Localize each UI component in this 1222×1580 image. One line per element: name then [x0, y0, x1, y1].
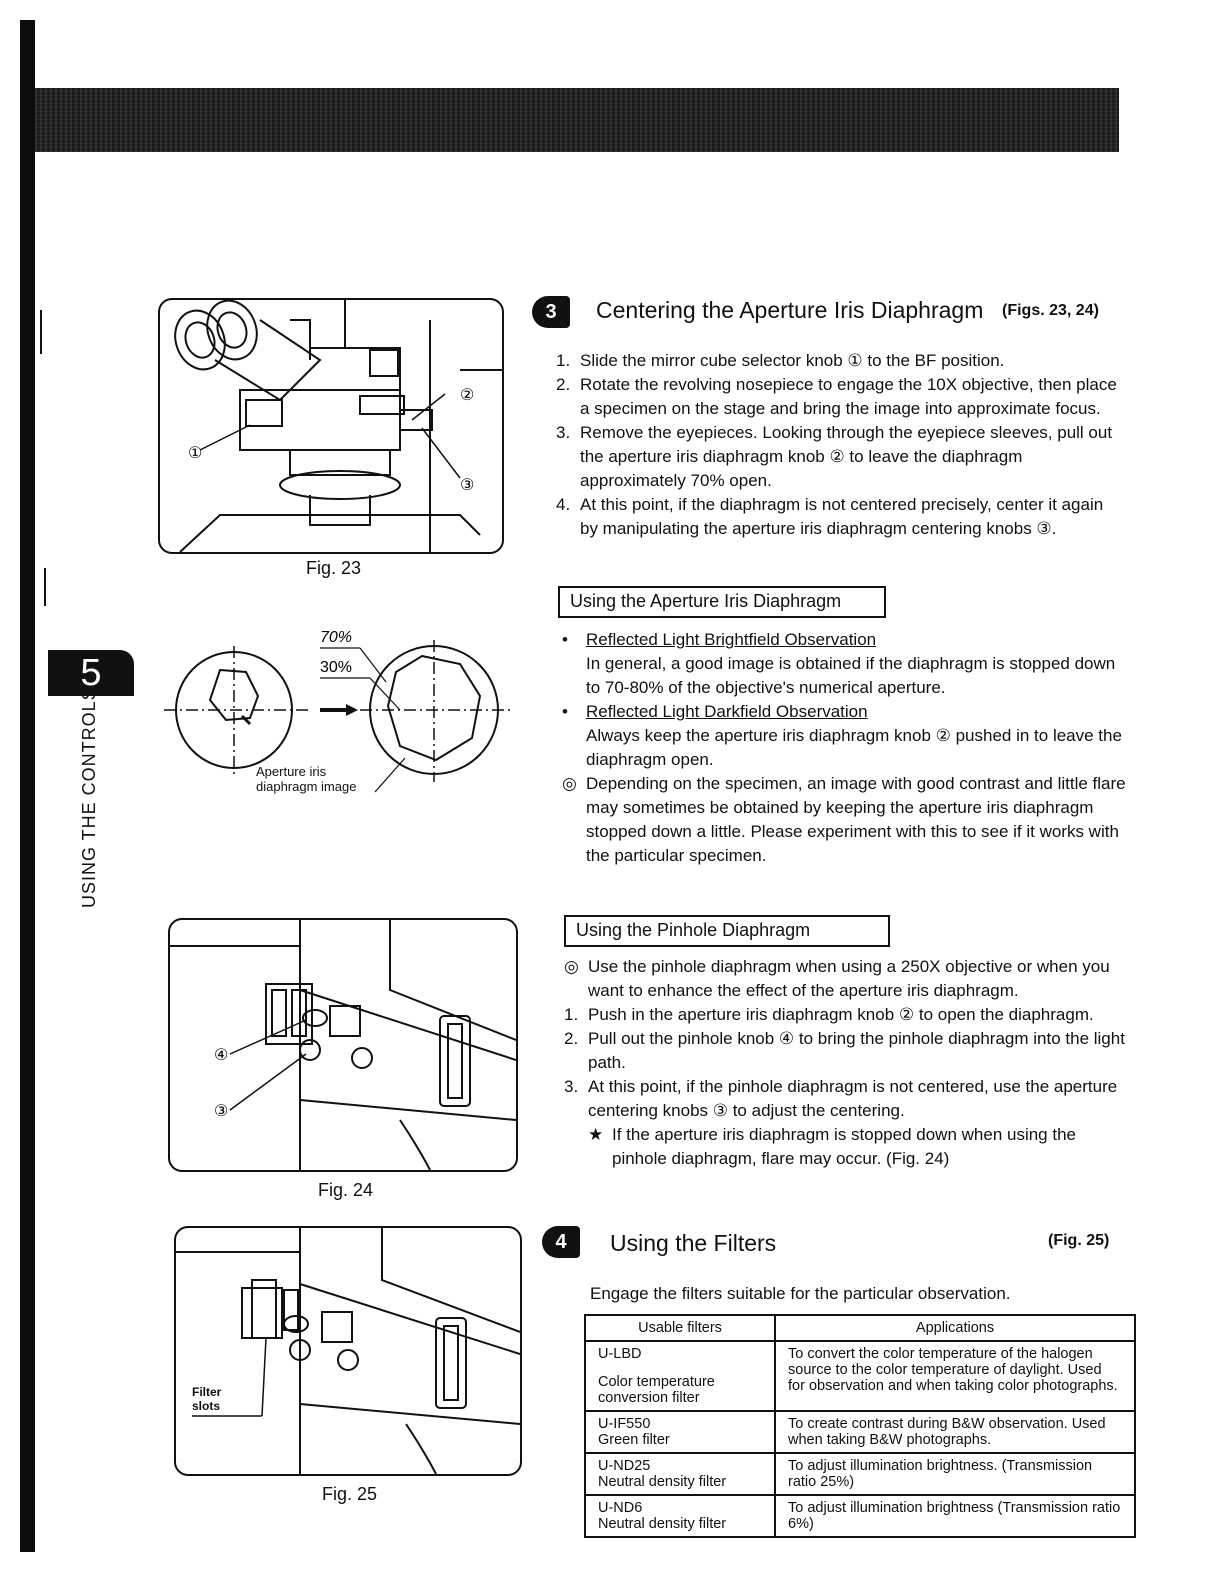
section-3-steps: [556, 349, 1122, 541]
callout-1: ①: [188, 445, 203, 462]
chapter-title: USING THE CONTROLS: [79, 687, 99, 908]
list-item: 3. At this point, if the pinhole diaphragm is not centered, use the aperture centering knobs ③ to adjust the centering.: [564, 1077, 1118, 1120]
figure-23: [158, 298, 504, 554]
header-band: [35, 88, 1119, 152]
section-4-ref: (Fig. 25): [1048, 1232, 1110, 1249]
column-header: Applications: [775, 1315, 1135, 1341]
filter-slots-illustration: [176, 1228, 520, 1474]
warning: ★ If the aperture iris diaphragm is stopped down when using the pinhole diaphragm, flare may occur. (Fig. 24): [588, 1125, 1076, 1168]
aperture-image-label: Aperture iris diaphragm image: [256, 764, 357, 794]
table-row: U-IF550 Green filter To create contrast during B&W observation. Used when taking B&W photographs.: [585, 1411, 1135, 1453]
label-70-percent: 70%: [320, 629, 353, 646]
section-3-ref: (Figs. 23, 24): [1002, 302, 1099, 319]
aperture-box-body: [562, 628, 1128, 868]
section-4-title: Using the Filters: [610, 1230, 777, 1256]
pinhole-box-body: [564, 955, 1130, 1171]
note: ◎ Depending on the specimen, an image with good contrast and little flare may sometimes be obtained by keeping the aperture iris diaphragm stopped down a little. Please experiment with this to see if it works with the particular specimen.: [562, 774, 1126, 865]
table-row: U-LBD Color temperature conversion filter To convert the color temperature of the halogen source to the color temperature of daylight. Used for observation and when taking color photographs.: [585, 1341, 1135, 1411]
chapter-number-tab: 5: [48, 650, 134, 696]
callout-4: ④: [214, 1047, 229, 1064]
margin-rule: [40, 310, 42, 354]
section-4-intro: Engage the filters suitable for the particular observation.: [590, 1284, 1011, 1303]
section-3-number: 3: [532, 296, 570, 328]
pinhole-knob-illustration: [170, 920, 516, 1170]
section-4-number: 4: [542, 1226, 580, 1258]
list-item: 2. Rotate the revolving nosepiece to engage the 10X objective, then place a specimen on the stage and bring the image into approximate focus.: [556, 375, 1117, 418]
list-item: • Reflected Light Darkfield Observation Always keep the aperture iris diaphragm knob ② pushed in to leave the diaphragm open.: [562, 702, 1122, 769]
figure-25-caption: Fig. 25: [322, 1484, 378, 1504]
list-item: 4. At this point, if the diaphragm is not centered precisely, center it again by manipulating the aperture iris diaphragm centering knobs ③.: [556, 495, 1104, 538]
list-item: 3. Remove the eyepieces. Looking through the eyepiece sleeves, pull out the aperture iris diaphragm knob ② to leave the diaphragm approximately 70% open.: [556, 423, 1113, 490]
column-header: Usable filters: [585, 1315, 775, 1341]
table-row: U-ND6 Neutral density filter To adjust illumination brightness (Transmission ratio 6%): [585, 1495, 1135, 1537]
figure-24-caption: Fig. 24: [318, 1180, 374, 1200]
pinhole-box-title: Using the Pinhole Diaphragm: [564, 915, 890, 947]
list-item: • Reflected Light Brightfield Observation In general, a good image is obtained if the diaphragm is stopped down to 70-80% of the objective's numerical aperture.: [562, 630, 1116, 697]
filters-table: [584, 1314, 1136, 1538]
note: ◎ Use the pinhole diaphragm when using a 250X objective or when you want to enhance the effect of the aperture iris diaphragm.: [564, 957, 1110, 1000]
callout-2: ②: [460, 387, 475, 404]
list-item: 2. Pull out the pinhole knob ④ to bring the pinhole diaphragm into the light path.: [564, 1029, 1125, 1072]
left-edge-bar: [20, 20, 35, 1552]
callout-3: ③: [214, 1103, 229, 1120]
figure-24: [168, 918, 518, 1172]
figure-23-caption: Fig. 23: [306, 558, 362, 578]
aperture-box-title: Using the Aperture Iris Diaphragm: [558, 586, 886, 618]
figure-25: [174, 1226, 522, 1476]
list-item: 1. Push in the aperture iris diaphragm knob ② to open the diaphragm.: [564, 1005, 1094, 1024]
callout-3: ③: [460, 477, 475, 494]
label-30-percent: 30%: [320, 659, 353, 676]
table-header-row: [585, 1315, 1135, 1341]
list-item: 1. Slide the mirror cube selector knob ① to the BF position.: [556, 351, 1005, 370]
filter-slots-label: Filter slots: [192, 1385, 222, 1413]
section-3-title: Centering the Aperture Iris Diaphragm: [596, 297, 984, 323]
margin-rule: [44, 568, 46, 606]
microscope-illustration: [160, 300, 502, 552]
table-row: U-ND25 Neutral density filter To adjust illumination brightness. (Transmission ratio 25%): [585, 1453, 1135, 1495]
